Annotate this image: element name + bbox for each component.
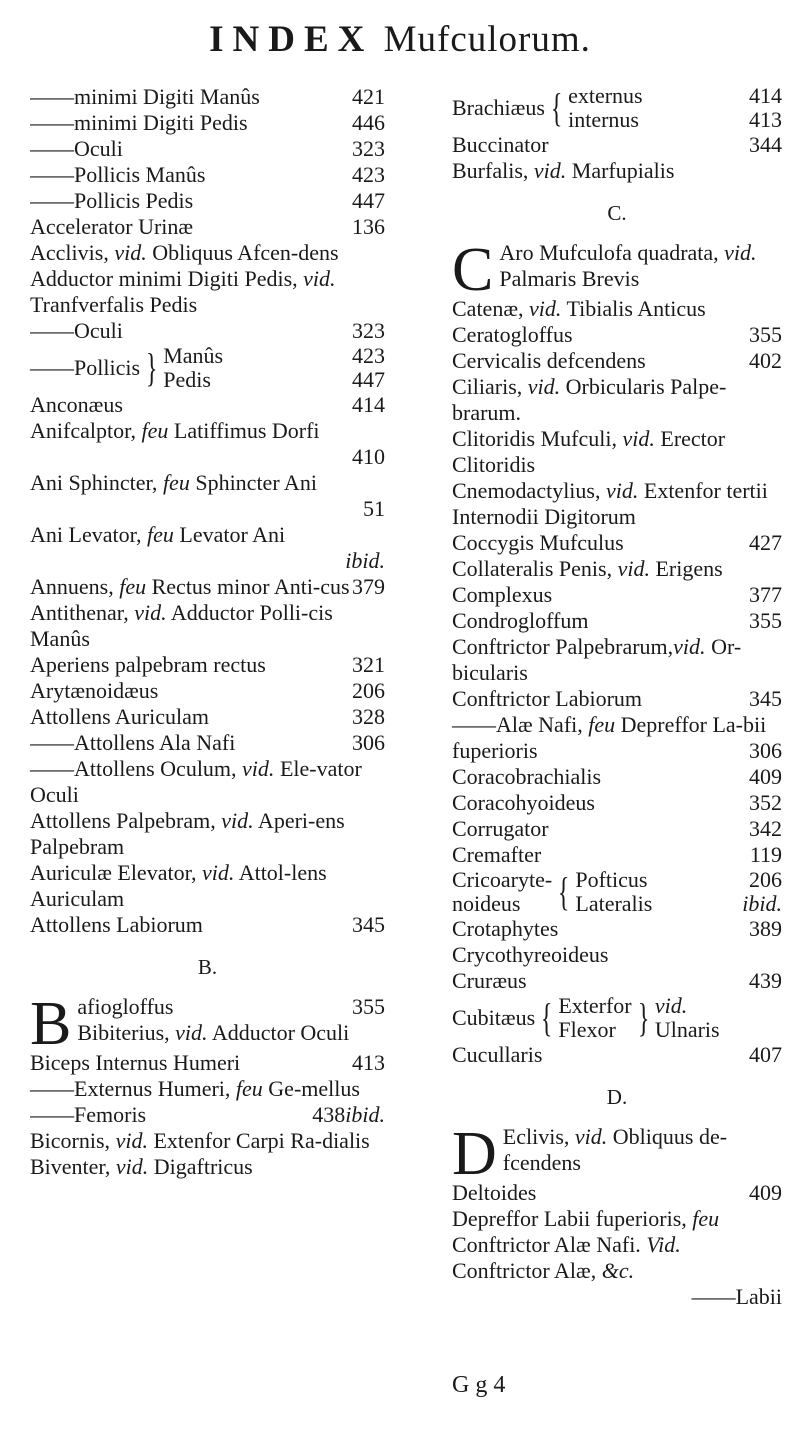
entry-text: Palmaris Brevis xyxy=(499,266,640,291)
brace-stack xyxy=(163,344,223,392)
page-stack xyxy=(749,84,782,132)
entry-page: 51 xyxy=(363,496,385,521)
entry-page: 438 xyxy=(312,1102,346,1127)
entry-page: 345 xyxy=(749,686,782,711)
vid-text: vid. xyxy=(622,426,655,451)
entry-burfalis xyxy=(452,158,782,184)
entry-page: 345 xyxy=(352,912,385,937)
entry-text: Bibiterius, xyxy=(77,1020,176,1045)
entry-text: Clitoridis Mufculi, xyxy=(452,426,623,451)
entry-adductor-minimi xyxy=(30,266,385,318)
entry-page: 379 xyxy=(352,574,385,599)
entry-name: Buccinator xyxy=(452,132,549,157)
left-rows-2 xyxy=(30,652,385,756)
seu-text: feu xyxy=(588,712,616,737)
right-rows-3 xyxy=(452,764,782,868)
entry-constrictor-alae xyxy=(452,1258,782,1284)
entry-name: afiogloffus xyxy=(77,994,174,1019)
index-entry xyxy=(452,764,782,790)
entry-attollens-labiorum xyxy=(30,912,385,938)
entry-alae-nasi xyxy=(452,712,782,764)
entry-text: Extenfor tertii Internodii Digitorum xyxy=(452,478,768,529)
entry-page: 409 xyxy=(749,764,782,789)
entry-bicornis xyxy=(30,1128,385,1154)
entry-sub: internus xyxy=(568,107,639,132)
entry-text: ——Attollens Oculum, xyxy=(30,756,243,781)
vid-text: vid. xyxy=(673,634,706,659)
vid-text: vid. xyxy=(242,756,275,781)
entry-biventer xyxy=(30,1154,385,1180)
vid-text: vid. xyxy=(175,1020,208,1045)
drop-cap: C xyxy=(452,236,494,304)
entry-deltoides xyxy=(452,1180,782,1206)
vid-text: vid. xyxy=(115,1128,148,1153)
entry-page: 342 xyxy=(749,816,782,841)
brace-icon: } xyxy=(637,995,650,1040)
entry-text: Obliquus de-fcendens xyxy=(502,1124,728,1175)
entry-name: ——Attollens Ala Nafi xyxy=(30,730,236,755)
entry-text: Sphincter Ani xyxy=(189,470,317,495)
vid-text: vid. xyxy=(134,600,167,625)
entry-text: Adductor Oculi xyxy=(207,1020,350,1045)
entry-sub: Pedis xyxy=(163,367,211,392)
entry-attollens-palpebram xyxy=(30,808,385,860)
brace-stack xyxy=(558,994,631,1042)
entry-text: ——Externus Humeri, xyxy=(30,1076,236,1101)
entry-text: Ge-mellus xyxy=(262,1076,360,1101)
entry-page: 421 xyxy=(352,84,385,109)
entry-cruraeus xyxy=(452,968,782,994)
entry-text: Obliquus Afcen-dens xyxy=(146,240,339,265)
entry-page: 402 xyxy=(749,348,782,373)
entry-labii: ——Labii xyxy=(691,1284,782,1309)
entry-text: Aperi-ens Palpebram xyxy=(30,808,345,859)
entry-anconaeus xyxy=(30,392,385,418)
entry-name: ——Pollicis xyxy=(30,355,141,380)
entry-collateralis xyxy=(452,556,782,582)
entry-name: ——Pollicis Pedis xyxy=(30,188,194,213)
entry-text: Adductor Polli-cis Manûs xyxy=(30,600,333,651)
entry-attollens-oculum xyxy=(30,756,385,808)
seu-text: feu xyxy=(692,1206,720,1231)
brace-stack xyxy=(575,868,652,916)
brace-stack xyxy=(568,84,643,132)
entry-text: Tranfverfalis Pedis xyxy=(30,292,198,317)
entry-text: Ani Sphincter, xyxy=(30,470,163,495)
vid-text: vid. xyxy=(114,240,147,265)
brace-stack xyxy=(655,994,720,1042)
entry-name: ——Pollicis Manûs xyxy=(30,162,206,187)
entry-cubitaeus xyxy=(452,994,782,1042)
entry-sub: externus xyxy=(568,83,643,108)
ibid-text: ibid. xyxy=(742,891,782,916)
entry-page: 414 xyxy=(352,392,385,417)
entry-text: Antithenar, xyxy=(30,600,135,625)
entry-page: 423 xyxy=(352,343,385,368)
entry-page: 439 xyxy=(749,968,782,993)
entry-page: 352 xyxy=(749,790,782,815)
entry-text: Acclivis, xyxy=(30,240,115,265)
entry-text: Attol-lens Auriculam xyxy=(30,860,327,911)
entry-page: 414 xyxy=(749,83,782,108)
entry-text: Or-bicularis xyxy=(452,634,742,685)
index-entry xyxy=(452,322,782,348)
entry-sub: Flexor xyxy=(558,1017,616,1042)
index-entry xyxy=(30,730,385,756)
entry-text: Cnemodactylius, xyxy=(452,478,606,503)
index-entry xyxy=(452,842,782,868)
entry-ciliaris xyxy=(452,374,782,426)
entry-text: Bicornis, xyxy=(30,1128,116,1153)
entry-text: Erigens xyxy=(649,556,723,581)
entry-text: Eclivis, xyxy=(502,1124,575,1149)
vid-text: vid. xyxy=(724,240,757,265)
entry-page: 119 xyxy=(749,842,782,867)
entry-text: Adductor minimi Digiti Pedis, xyxy=(30,266,304,291)
entry-text: Burfalis, xyxy=(452,158,534,183)
index-entry xyxy=(452,348,782,374)
left-top-rows xyxy=(30,84,385,240)
entry-biceps xyxy=(30,1050,385,1076)
entry-page: 413 xyxy=(352,1050,385,1075)
entry-constrictor-labiorum xyxy=(452,686,782,712)
entry-page: 423 xyxy=(352,162,385,187)
section-letter-d: D. xyxy=(606,1085,628,1109)
vid-text: vid. xyxy=(574,1124,608,1149)
entry-name: Complexus xyxy=(452,582,553,607)
index-entry xyxy=(30,84,385,110)
entry-name: Biceps Internus Humeri xyxy=(30,1050,241,1075)
entry-text: Attollens Palpebram, xyxy=(30,808,222,833)
page-stack xyxy=(742,868,782,916)
entry-page: 323 xyxy=(352,318,385,343)
drop-cap: B xyxy=(30,990,72,1058)
entry-text: Latiffimus Dorfi xyxy=(168,418,320,443)
entry-text: Depreffor La-bii fuperioris xyxy=(452,712,767,763)
entry-text: Erector Clitoridis xyxy=(452,426,726,477)
entry-text: Ciliaris, xyxy=(452,374,528,399)
page-header xyxy=(0,18,800,61)
entry-name: Attollens Auriculam xyxy=(30,704,210,729)
index-entry xyxy=(452,582,782,608)
entry-text: Extenfor Carpi Ra-dialis xyxy=(147,1128,370,1153)
vid-text: vid. xyxy=(221,808,254,833)
right-rows-1 xyxy=(452,322,782,374)
entry-name: Crycothyreoideus xyxy=(452,942,609,967)
brace-icon: { xyxy=(550,85,563,130)
entry-page: 427 xyxy=(749,530,782,555)
entry-buccinator xyxy=(452,132,782,158)
entry-constrictor-palpebrarum xyxy=(452,634,782,686)
vid-text: vid. xyxy=(617,556,650,581)
entry-page: 447 xyxy=(352,367,385,392)
entry-sub: Exterfor xyxy=(558,993,632,1018)
entry-text: Levator Ani xyxy=(173,522,286,547)
ibid-text: ibid. xyxy=(345,548,385,573)
entry-name: Attollens Labiorum xyxy=(30,912,203,937)
entry-name: Aperiens palpebram rectus xyxy=(30,652,266,677)
entry-text: Biventer, xyxy=(30,1154,116,1179)
entry-page: 306 xyxy=(749,738,782,763)
entry-text: Orbicularis Palpe-brarum. xyxy=(452,374,727,425)
entry-catenae xyxy=(452,296,782,322)
entry-text: Ele-vator Oculi xyxy=(30,756,362,807)
signature-mark: G g 4 xyxy=(452,1372,506,1398)
entry-name: Coccygis Mufculus xyxy=(452,530,624,555)
entry-name: ——minimi Digiti Manûs xyxy=(30,84,260,109)
entry-name: ——Oculi xyxy=(30,318,123,343)
entry-text: Catenæ, xyxy=(452,296,529,321)
entry-text: Auriculæ Elevator, xyxy=(30,860,203,885)
entry-sub: Pofticus xyxy=(575,867,648,892)
entry-bafiogloffus xyxy=(30,990,385,1058)
entry-name: Coracohyoideus xyxy=(452,790,595,815)
entry-name: Anconæus xyxy=(30,392,123,417)
entry-name: noideus xyxy=(452,891,521,916)
entry-page: 306 xyxy=(352,730,385,755)
right-rows-2 xyxy=(452,582,782,634)
entry-name: Cervicalis defcendens xyxy=(452,348,646,373)
entry-clitoridis xyxy=(452,426,782,478)
entry-page: 136 xyxy=(352,214,385,239)
entry-text: ——Alæ Nafi, xyxy=(452,712,589,737)
drop-cap: D xyxy=(452,1120,497,1188)
entry-text: Marfupialis xyxy=(566,158,675,183)
entry-page: 321 xyxy=(352,652,385,677)
entry-name: Crotaphytes xyxy=(452,916,559,941)
entry-page: 206 xyxy=(749,867,782,892)
entry-crotaphytes xyxy=(452,916,782,942)
entry-name: Condrogloffum xyxy=(452,608,589,633)
entry-sub: Ulnaris xyxy=(654,1017,720,1042)
entry-femoris xyxy=(30,1102,345,1128)
entry-ani-sphincter xyxy=(30,470,385,522)
entry-depressor-labii xyxy=(452,1206,782,1258)
index-entry xyxy=(452,790,782,816)
index-entry xyxy=(30,704,385,730)
brace-icon: { xyxy=(540,995,553,1040)
vid-text: vid. xyxy=(202,860,235,885)
entry-page: 344 xyxy=(749,132,782,157)
entry-name: Cucullaris xyxy=(452,1042,543,1067)
entry-acclivis xyxy=(30,240,385,266)
vid-text: Vid. xyxy=(646,1232,681,1257)
seu-text: feu xyxy=(141,418,169,443)
entry-pollicis-group xyxy=(30,344,385,392)
entry-text: Depreffor Labii fuperioris, xyxy=(452,1206,693,1231)
index-entry xyxy=(452,816,782,842)
entry-name: Coracobrachialis xyxy=(452,764,602,789)
entry-brachiaeus xyxy=(452,84,782,132)
brace-icon: } xyxy=(145,345,158,390)
entry-cricoarytenoideus xyxy=(452,868,782,916)
entry-text: Annuens, xyxy=(30,574,120,599)
entry-ani-levator xyxy=(30,522,385,574)
entry-page: 407 xyxy=(749,1042,782,1067)
entry-page: 206 xyxy=(352,678,385,703)
entry-coccygis xyxy=(452,530,782,556)
index-entry xyxy=(30,678,385,704)
entry-text: Rectus minor Anti-cus xyxy=(146,574,350,599)
page-stack xyxy=(352,344,385,392)
entry-name: Brachiæus xyxy=(452,95,545,120)
entry-name: Ceratogloffus xyxy=(452,322,573,347)
entry-text: Tibialis Anticus xyxy=(561,296,706,321)
name-stack xyxy=(452,868,552,916)
index-entry xyxy=(30,110,385,136)
index-entry xyxy=(30,162,385,188)
section-letter-b: B. xyxy=(197,955,218,979)
entry-name: ——Femoris xyxy=(30,1102,147,1127)
entry-text: Anifcalptor, xyxy=(30,418,142,443)
entry-name: ——minimi Digiti Pedis xyxy=(30,110,248,135)
header-index: INDEX xyxy=(209,19,374,60)
vid-text: vid. xyxy=(527,374,561,399)
seu-text: feu xyxy=(147,522,174,547)
entry-page: 447 xyxy=(352,188,385,213)
entry-sub: Manûs xyxy=(163,343,224,368)
entry-name: Accelerator Urinæ xyxy=(30,214,194,239)
entry-name: Deltoides xyxy=(452,1180,537,1205)
entry-name: Cruræus xyxy=(452,968,527,993)
entry-name: Cricoaryte- xyxy=(452,867,553,892)
entry-page: 355 xyxy=(749,608,782,633)
vid-text: vid. xyxy=(654,993,688,1018)
entry-anifcalptor xyxy=(30,418,385,470)
index-entry xyxy=(30,214,385,240)
entry-text: Conftrictor Alæ, xyxy=(452,1258,602,1283)
entry-annuens xyxy=(30,574,385,600)
right-column xyxy=(452,84,782,1310)
index-entry xyxy=(452,608,782,634)
entry-text: Digaftricus xyxy=(148,1154,253,1179)
entry-page: 409 xyxy=(749,1180,782,1205)
vid-text: vid. xyxy=(529,296,562,321)
entry-sub: Lateralis xyxy=(575,891,653,916)
entry-auriculae xyxy=(30,860,385,912)
entry-name: Conftrictor Labiorum xyxy=(452,686,643,711)
brace-icon: { xyxy=(558,869,570,914)
entry-declivis xyxy=(452,1120,782,1188)
etc-text: &c. xyxy=(601,1258,635,1283)
header-title: Mufculorum. xyxy=(383,19,591,60)
entry-page: 328 xyxy=(352,704,385,729)
entry-page: 355 xyxy=(749,322,782,347)
entry-page: 410 xyxy=(352,444,385,469)
entry-page: 323 xyxy=(352,136,385,161)
seu-text: feu xyxy=(235,1076,263,1101)
entry-antithenar xyxy=(30,600,385,652)
index-entry xyxy=(30,136,385,162)
index-entry xyxy=(30,652,385,678)
entry-page: 389 xyxy=(749,916,782,941)
entry-name: Cubitæus xyxy=(452,1005,536,1030)
ibid-text: ibid. xyxy=(345,1102,385,1127)
entry-text: Ani Levator, xyxy=(30,522,148,547)
entry-crycothyreoideus xyxy=(452,942,782,968)
vid-text: vid. xyxy=(303,266,336,291)
entry-name: ——Oculi xyxy=(30,136,123,161)
entry-cucullaris xyxy=(452,1042,782,1068)
section-letter-c: C. xyxy=(607,201,627,225)
entry-oculi xyxy=(30,318,385,344)
left-column xyxy=(30,84,385,1180)
entry-text: Aro Mufculofa quadrata, xyxy=(499,240,725,265)
entry-text: Collateralis Penis, xyxy=(452,556,618,581)
entry-page: 377 xyxy=(749,582,782,607)
entry-page: 355 xyxy=(352,994,385,1019)
entry-page: 446 xyxy=(352,110,385,135)
entry-caro xyxy=(452,236,782,304)
vid-text: vid. xyxy=(533,158,567,183)
index-entry xyxy=(30,188,385,214)
vid-text: vid. xyxy=(605,478,639,503)
seu-text: feu xyxy=(162,470,190,495)
entry-name: Cremafter xyxy=(452,842,542,867)
entry-name: Arytænoidæus xyxy=(30,678,159,703)
entry-text: Conftrictor Alæ Nafi. xyxy=(452,1232,647,1257)
entry-page: 413 xyxy=(749,107,782,132)
vid-text: vid. xyxy=(115,1154,149,1179)
entry-name: Corrugator xyxy=(452,816,549,841)
seu-text: feu xyxy=(119,574,147,599)
entry-cnemodactylius xyxy=(452,478,782,530)
entry-text: Conftrictor Palpebrarum, xyxy=(452,634,674,659)
